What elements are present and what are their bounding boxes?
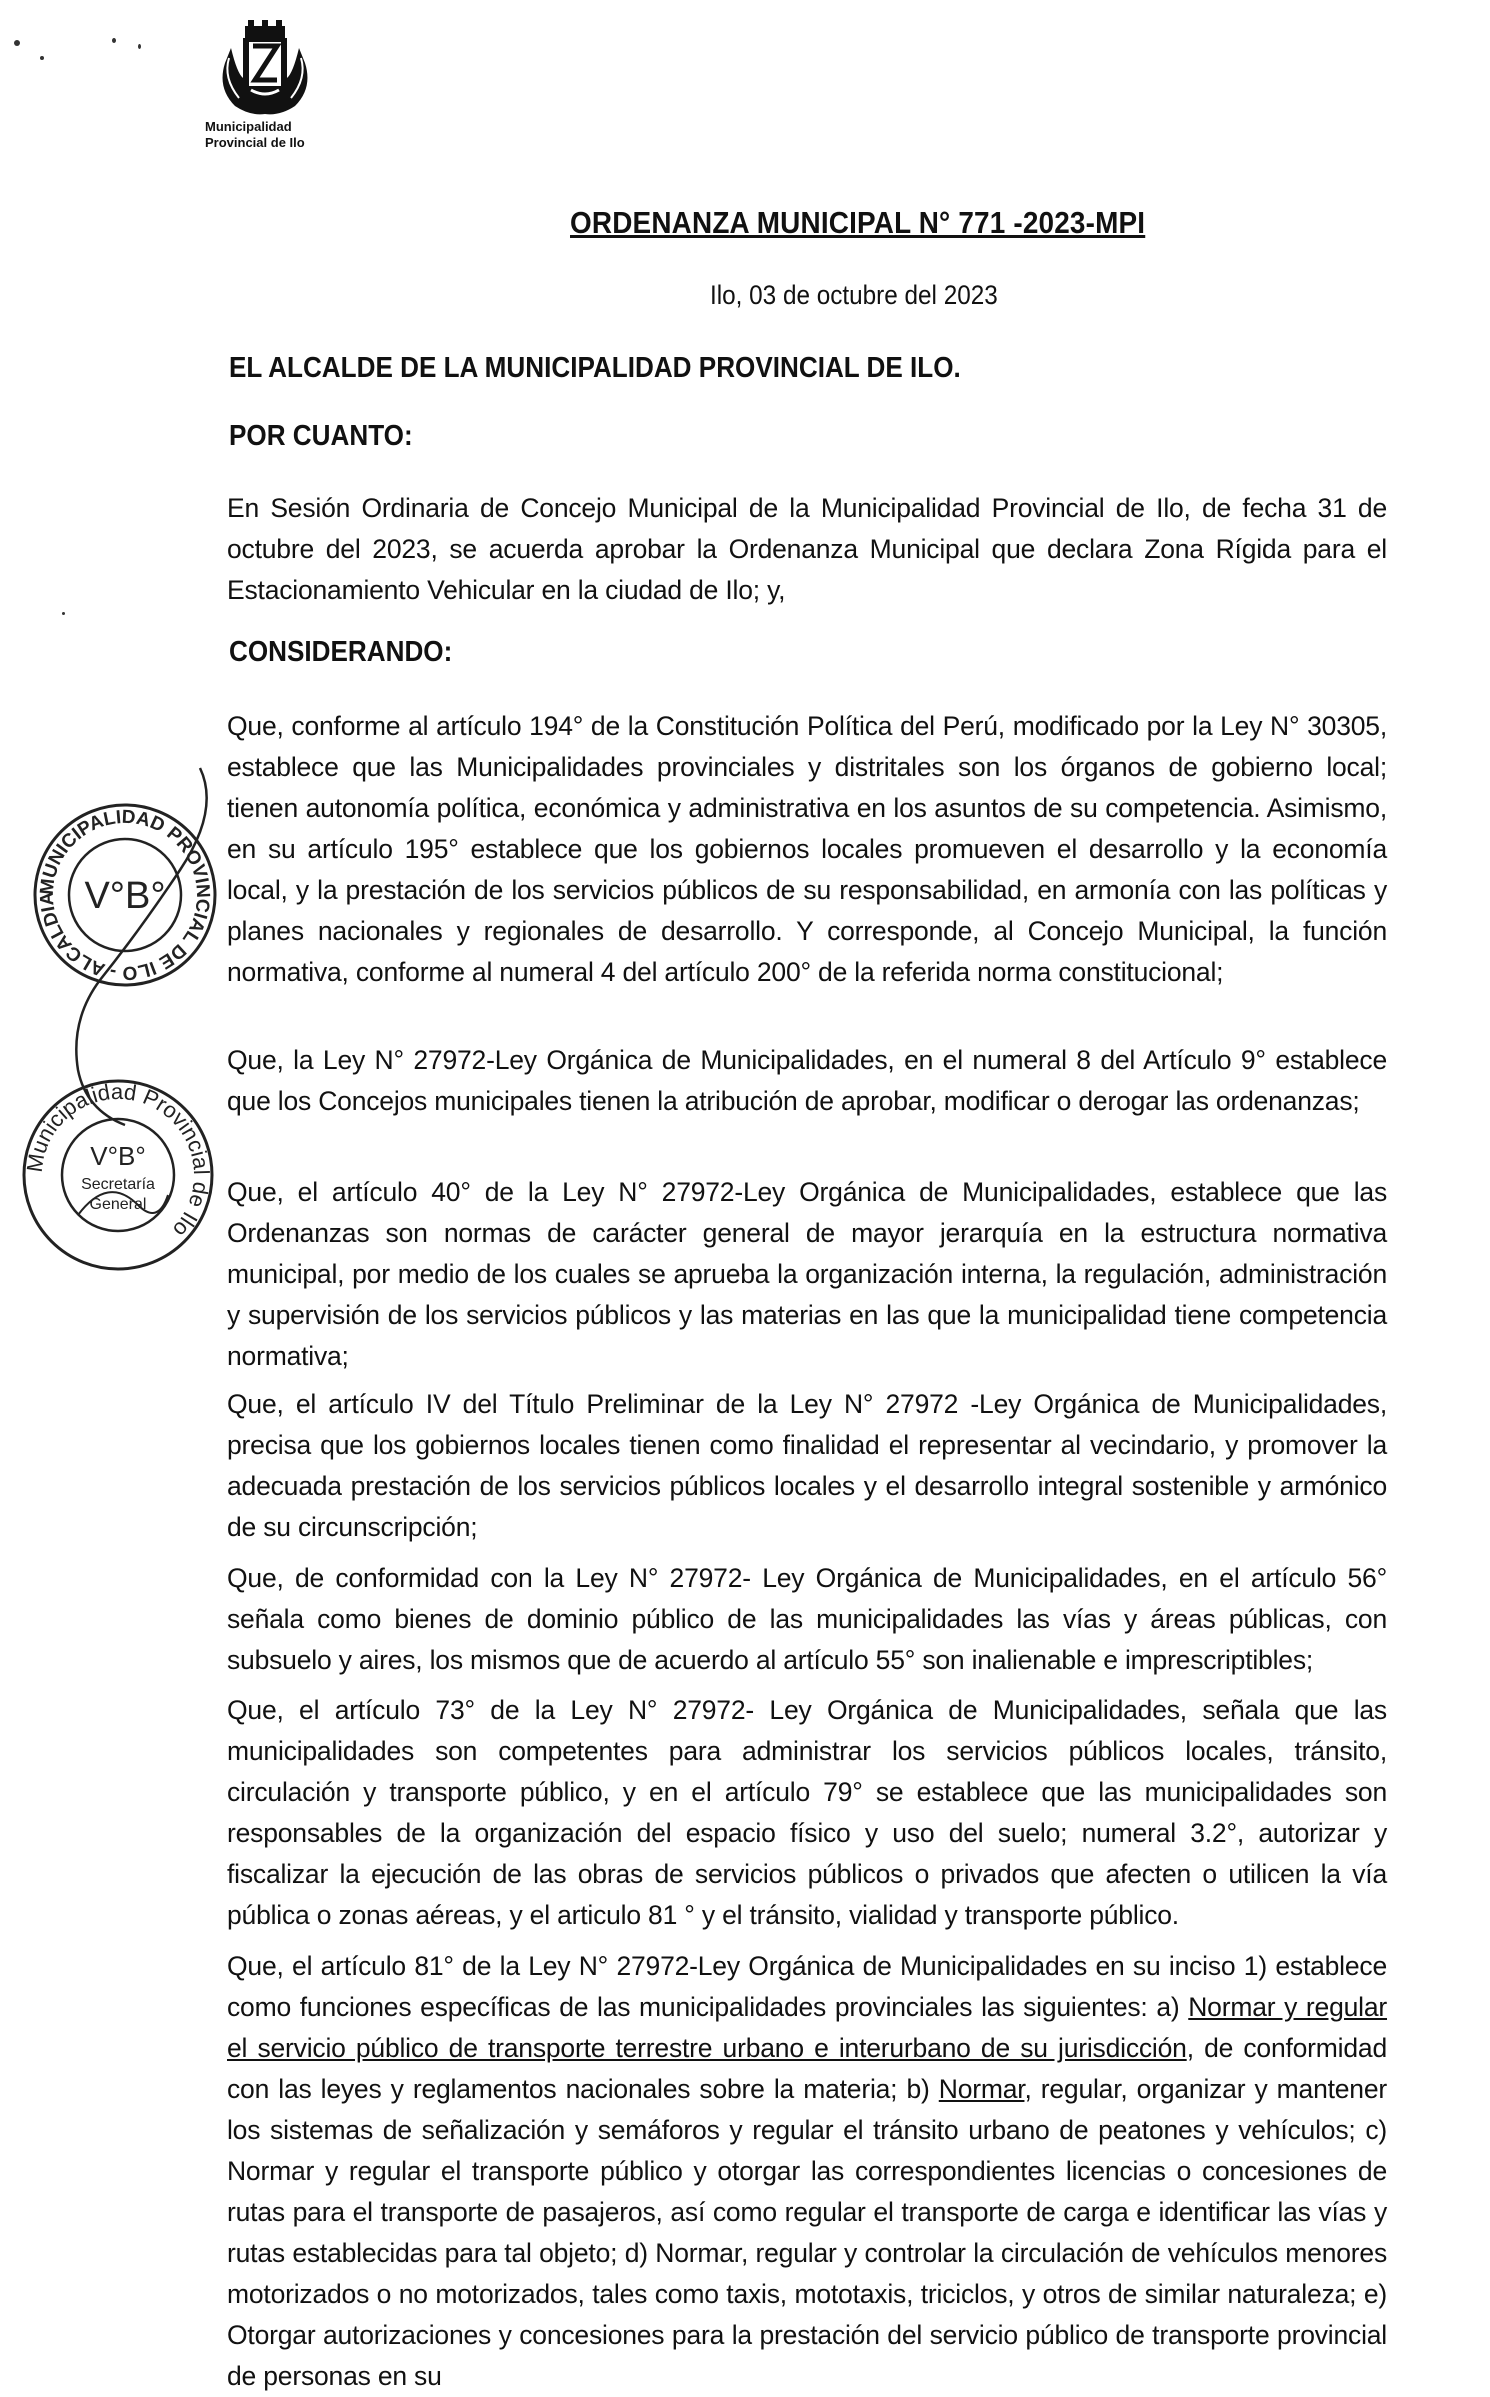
alcaldia-stamp	[30, 800, 220, 995]
secretaria-stamp-ring-text: Municipalidad Provincial de Ilo	[21, 1078, 215, 1243]
considerando-paragraph-1: Que, conforme al artículo 194° de la Constitución Política del Perú, modificado por la Ley N° 30305, establece que las Municipalidades provinciales y distritales son los órganos de gobierno local; tienen autonomía política, económica y administrativa en los asuntos de su competencia. Asimismo, en su artículo 195° establece que los gobiernos locales promueven el desarrollo y la economía local, y la prestación de los servicios públicos de su responsabilidad, en armonía con las políticas y planes nacionales y regionales de desarrollo. Y corresponde, al Concejo Municipal, la función normativa, conforme al numeral 4 del artículo 200° de la referida norma constitucional;	[227, 711, 1387, 987]
logo-caption-line2: Provincial de Ilo	[205, 135, 305, 150]
municipal-logo	[205, 18, 325, 150]
crest-icon	[215, 18, 315, 118]
considerando-paragraph-5: Que, de conformidad con la Ley N° 27972- Ley Orgánica de Municipalidades, en el artículo 56° señala como bienes de dominio público de las municipalidades las vías y áreas públicas, con subsuelo y aires, los mismos que de acuerdo al artículo 55° son inalienable e imprescriptibles;	[227, 1563, 1387, 1675]
considerando-heading: CONSIDERANDO:	[229, 636, 453, 668]
considerando-paragraph-7	[227, 1946, 1387, 2397]
secretaria-stamp-line1: Secretaría	[81, 1176, 155, 1193]
por-cuanto-heading: POR CUANTO:	[229, 420, 413, 452]
p7-underlined-text-1: Normar y regular el servicio público de transporte terrestre urbano e interurbano de su jurisdicción	[227, 1992, 1388, 2063]
ordinance-title: ORDENANZA MUNICIPAL N° 771 -2023-MPI	[570, 205, 1146, 240]
considerando-paragraph-3: Que, el artículo 40° de la Ley N° 27972-Ley Orgánica de Municipalidades, establece que las Ordenanzas son normas de carácter general de mayor jerarquía en la estructura normativa municipal, por medio de los cuales se aprueba la organización interna, la regulación, administración y supervisión de los servicios públicos y las materias en las que la municipalidad tiene competencia normativa;	[227, 1177, 1387, 1371]
alcaldia-stamp-vobo: V°B°	[84, 875, 166, 917]
scan-speck	[62, 612, 65, 615]
p7-underlined-text-2: Normar	[938, 2074, 1025, 2104]
issuer-heading: EL ALCALDE DE LA MUNICIPALIDAD PROVINCIAL DE ILO.	[229, 352, 961, 384]
secretaria-stamp-line2: General	[89, 1196, 147, 1213]
logo-caption-line1: Municipalidad	[205, 119, 292, 134]
secretaria-stamp	[18, 1075, 218, 1280]
scan-speck	[138, 44, 141, 49]
p7-text-start: Que, el artículo 81° de la Ley N° 27972-Ley Orgánica de Municipalidades en su inciso 1) establece como funciones específicas de las municipalidades provinciales las siguientes: a)	[227, 1951, 1387, 2022]
secretaria-stamp-vobo: V°B°	[90, 1141, 146, 1171]
scan-speck	[112, 38, 116, 43]
p7-text-end: , regular, organizar y mantener los sistemas de señalización y semáforos y regular el tránsito urbano de peatones y vehículos; c) Normar y regular el transporte público y otorgar las correspondientes licencias o concesiones de rutas para el transporte de pasajeros, así como regular el transporte de carga e identificar las vías y rutas establecidas para tal objeto; d) Normar, regular y controlar la circulación de vehículos menores motorizados o no motorizados, tales como taxis, mototaxis, triciclos, y otros de similar naturaleza; e) Otorgar autorizaciones y concesiones para la prestación del servicio público de transporte provincial de personas en su	[227, 2074, 1388, 2391]
considerando-paragraph-6: Que, el artículo 73° de la Ley N° 27972- Ley Orgánica de Municipalidades, señala que las municipalidades son competentes para administrar los servicios públicos locales, tránsito, circulación y transporte público, y en el artículo 79° se establece que las municipalidades son responsables de la organización del espacio físico y uso del suelo; numeral 3.2°, autorizar y fiscalizar la ejecución de las obras de servicios públicos o privados que afecten o utilicen la vía pública o zonas aéreas, y el articulo 81 ° y el tránsito, vialidad y transporte público.	[227, 1695, 1387, 1930]
considerando-paragraph-2: Que, la Ley N° 27972-Ley Orgánica de Municipalidades, en el numeral 8 del Artículo 9° establece que los Concejos municipales tienen la atribución de aprobar, modificar o derogar las ordenanzas;	[227, 1045, 1387, 1116]
scan-speck	[40, 56, 44, 60]
alcaldia-stamp-ring-text: MUNICIPALIDAD PROVINCIAL DE ILO - ALCALDIA	[36, 806, 214, 984]
p7-text-middle: , de conformidad con las leyes y reglamentos nacionales sobre la materia; b)	[227, 2033, 1387, 2104]
document-date: Ilo, 03 de octubre del 2023	[710, 280, 998, 310]
considerando-paragraph-4: Que, el artículo IV del Título Preliminar de la Ley N° 27972 -Ley Orgánica de Municipalidades, precisa que los gobiernos locales tienen como finalidad el representar al vecindario, y promover la adecuada prestación de los servicios públicos locales y el desarrollo integral sostenible y armónico de su circunscripción;	[227, 1389, 1387, 1542]
scan-speck	[14, 40, 20, 46]
intro-paragraph: En Sesión Ordinaria de Concejo Municipal de la Municipalidad Provincial de Ilo, de fecha 31 de octubre del 2023, se acuerda aprobar la Ordenanza Municipal que declara Zona Rígida para el Estacionamiento Vehicular en la ciudad de Ilo; y,	[227, 493, 1387, 605]
